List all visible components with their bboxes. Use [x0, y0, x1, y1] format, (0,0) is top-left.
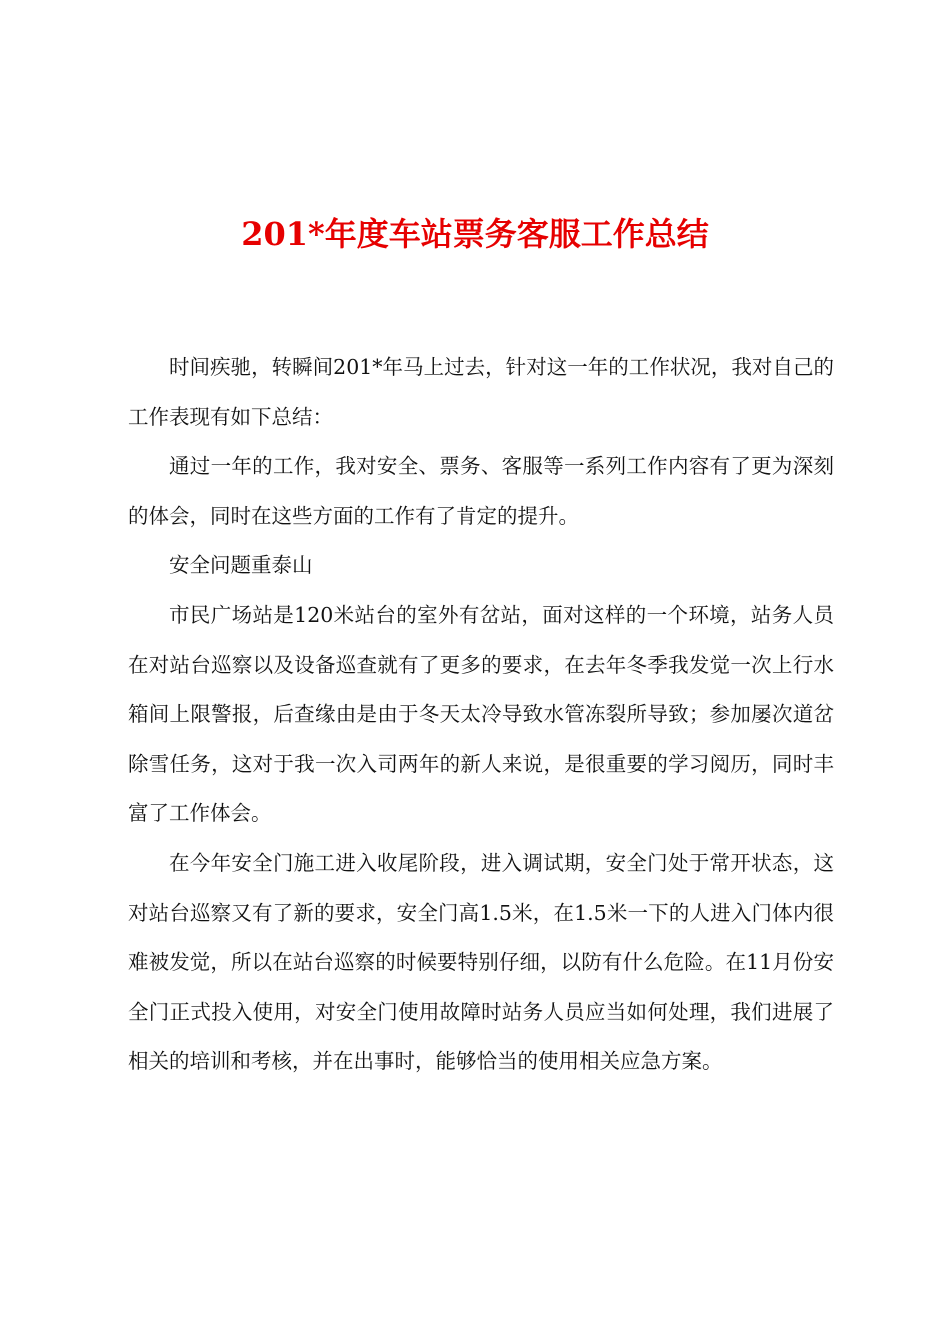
document-title: 201*年度车站票务客服工作总结: [241, 215, 709, 253]
section-heading-safety: 安全问题重泰山: [169, 553, 313, 578]
document-body: [128, 343, 834, 1087]
paragraph-summary: 通过一年的工作，我对安全、票务、客服等一系列工作内容有了更为深刻的体会，同时在这些方面的工作有了肯定的提升。: [128, 454, 834, 528]
paragraph-station-patrol: 市民广场站是120米站台的室外有岔站，面对这样的一个环境，站务人员在对站台巡察以及设备巡查就有了更多的要求，在去年冬季我发觉一次上行水箱间上限警报，后查缘由是由于冬天太冷导致水管冻裂所导致；参加屡次道岔除雪任务，这对于我一次入司两年的新人来说，是很重要的学习阅历，同时丰富了工作体会。: [128, 602, 834, 826]
paragraph-safety-door: 在今年安全门施工进入收尾阶段，进入调试期，安全门处于常开状态，这对站台巡察又有了新的要求，安全门高1.5米，在1.5米一下的人进入门体内很难被发觉，所以在站台巡察的时候要特别仔细，以防有什么危险。在11月份安全门正式投入使用，对安全门使用故障时站务人员应当如何处理，我们进展了相关的培训和考核，并在出事时，能够恰当的使用相关应急方案。: [128, 850, 834, 1074]
paragraph-intro: 时间疾驰，转瞬间201*年马上过去，针对这一年的工作状况，我对自己的工作表现有如下总结：: [128, 355, 834, 429]
